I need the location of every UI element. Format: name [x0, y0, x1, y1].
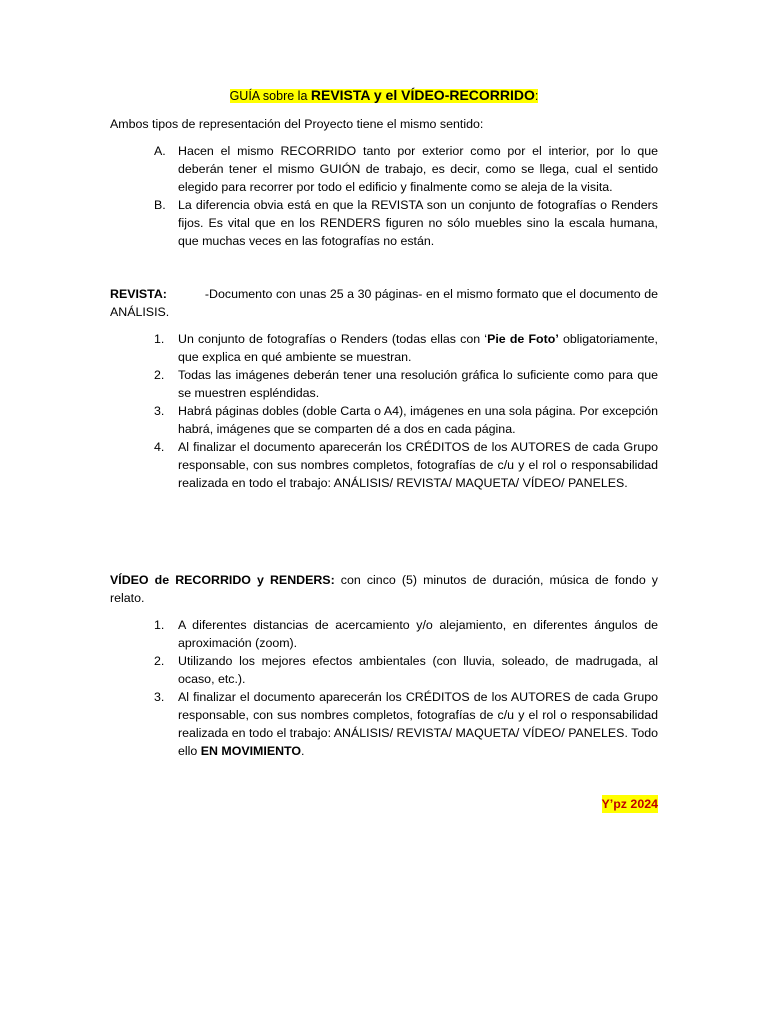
revista-paragraph	[110, 285, 658, 321]
list-item-text: A diferentes distancias de acercamiento y/o alejamiento, en diferentes ángulos de aproximación (zoom).	[178, 618, 658, 650]
list-item-text: Un conjunto de fotografías o Renders (todas ellas con ‘	[178, 332, 488, 346]
list-item-text-end: .	[301, 744, 305, 758]
list-item	[110, 652, 658, 688]
list-item-text: Al finalizar el documento aparecerán los CRÉDITOS de los AUTORES de cada Grupo responsable, con sus nombres completos, fotografías de c/u y el rol o responsabilidad realizada en todo el trabajo: ANÁLISIS/ REVISTA/ MAQUETA/ VÍDEO/ PANELES.	[178, 440, 658, 490]
list-item-text: Hacen el mismo RECORRIDO tanto por exterior como por el interior, por lo que deberán tener el mismo GUIÓN de trabajo, es decir, como se llega, cual el sentido elegido para recorrer por todo el edificio y finalmente como se aleja de la visita.	[178, 144, 658, 194]
list-marker: A.	[154, 144, 166, 158]
list-item-text: Todas las imágenes deberán tener una resolución gráfica lo suficiente como para que se muestren espléndidas.	[178, 368, 658, 400]
list-marker: 2.	[154, 654, 165, 668]
list-item-text-end: obligatoriamente, que explica en qué ambiente se muestran.	[178, 332, 659, 364]
list-item-text: Al finalizar el documento aparecerán los CRÉDITOS de los AUTORES de cada Grupo responsable, con sus nombres completos, fotografías de c/u y el rol o responsabilidad realizada en todo el trabajo: ANÁLISIS/ REVISTA/ MAQUETA/ VÍDEO/ PANELES. Todo ello	[178, 690, 658, 758]
list-item	[110, 438, 658, 492]
list-marker: 1.	[154, 618, 165, 632]
list-item-text: Habrá páginas dobles (doble Carta o A4), imágenes en una sola página. Por excepción habrá, imágenes que se comparten dé a dos en cada página.	[178, 404, 658, 436]
list-marker: 3.	[154, 690, 165, 704]
video-list	[110, 616, 658, 760]
list-item	[110, 196, 658, 250]
list-item	[110, 402, 658, 438]
revista-text: -Documento con unas 25 a 30 páginas- en el mismo formato que el documento de ANÁLISIS.	[110, 287, 658, 319]
title-bold: REVISTA y el VÍDEO-RECORRIDO	[310, 87, 535, 103]
list-item-text: La diferencia obvia está en que la REVISTA son un conjunto de fotografías o Renders fijos. Es vital que en los RENDERS figuren no sólo muebles sino la escala humana, que muchas veces en las fotografías no están.	[178, 198, 658, 248]
list-item-text: Utilizando los mejores efectos ambientales (con lluvia, soleado, de madrugada, al ocaso, etc.).	[178, 654, 658, 686]
intro-list	[110, 142, 658, 250]
intro-paragraph: Ambos tipos de representación del Proyecto tiene el mismo sentido:	[110, 117, 484, 131]
list-marker: 1.	[154, 332, 165, 346]
list-item-bold: EN MOVIMIENTO	[200, 744, 302, 758]
video-text: con cinco (5) minutos de duración, música de fondo y relato.	[110, 573, 658, 605]
list-item	[110, 688, 658, 760]
list-marker: B.	[154, 198, 166, 212]
video-paragraph	[110, 571, 658, 607]
list-item	[110, 330, 658, 366]
list-item	[110, 366, 658, 402]
list-item	[110, 616, 658, 652]
title-suffix: :	[534, 89, 539, 103]
title-prefix: GUÍA sobre la	[229, 89, 311, 103]
list-item-bold: Pie de Foto’	[487, 332, 559, 346]
list-marker: 3.	[154, 404, 165, 418]
signature: Y’pz 2024	[601, 797, 658, 811]
list-item	[110, 142, 658, 196]
list-marker: 4.	[154, 440, 165, 454]
video-label: VÍDEO de RECORRIDO y RENDERS:	[110, 573, 335, 587]
revista-list	[110, 330, 658, 492]
title-highlight	[230, 89, 539, 103]
document-title	[0, 86, 768, 105]
revista-label: REVISTA:	[110, 287, 167, 301]
list-marker: 2.	[154, 368, 165, 382]
